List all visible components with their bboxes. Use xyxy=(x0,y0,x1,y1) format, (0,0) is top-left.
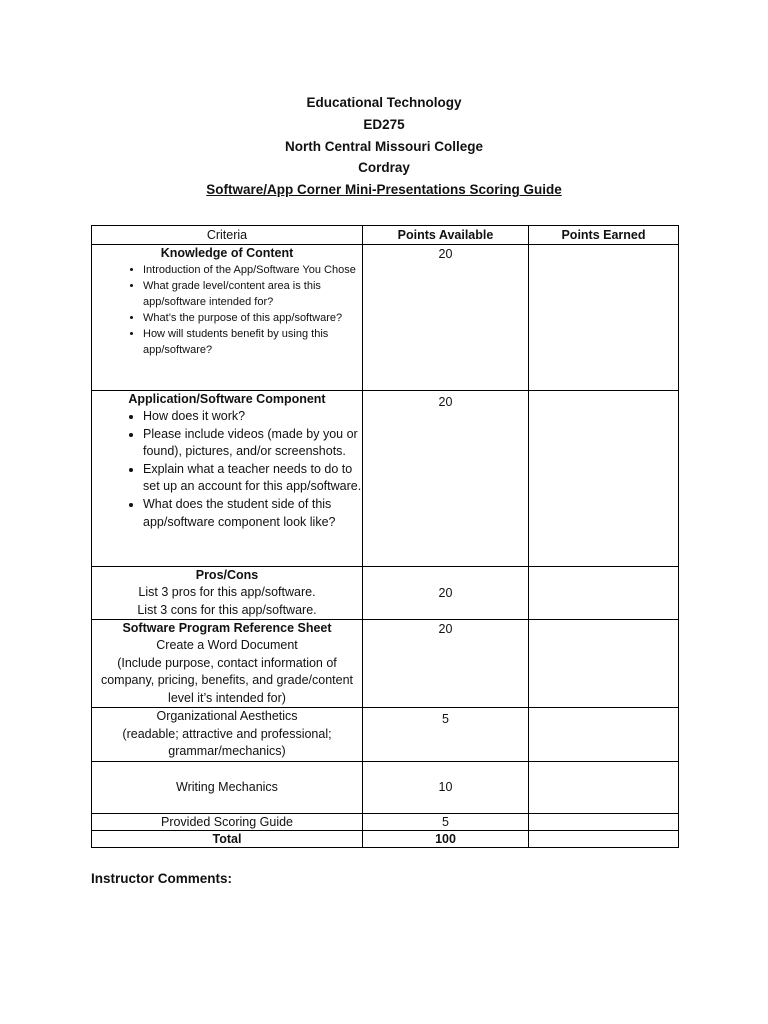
points-earned-cell[interactable] xyxy=(529,245,679,391)
guide-title: Software/App Corner Mini-Presentations Scoring Guide xyxy=(206,182,562,198)
points-earned-cell[interactable] xyxy=(529,391,679,567)
criteria-cell: Writing Mechanics xyxy=(92,761,363,813)
list-item: • How will students benefit by using this app/software? xyxy=(143,326,362,358)
criteria-cell xyxy=(92,708,363,762)
college-name: North Central Missouri College xyxy=(284,138,484,154)
points-available-cell: 20 xyxy=(363,567,529,620)
criteria-cell xyxy=(92,620,363,708)
criteria-cell xyxy=(92,391,363,567)
column-header-points-earned: Points Earned xyxy=(529,226,679,245)
column-header-points-available: Points Available xyxy=(363,226,529,245)
criteria-line: (Include purpose, contact information of company, pricing, benefits, and grade/content level it’s intended for) xyxy=(100,655,353,705)
points-available-cell: 10 xyxy=(363,761,529,813)
instructor-comments-label: Instructor Comments: xyxy=(91,871,233,886)
criteria-line: List 3 cons for this app/software. xyxy=(137,602,317,617)
criteria-bullet-list xyxy=(92,408,362,531)
list-item: • What does the student side of this app/software component look like? xyxy=(143,496,362,531)
points-earned-cell[interactable] xyxy=(529,567,679,620)
table-row xyxy=(92,761,679,813)
table-row xyxy=(92,391,679,567)
total-row xyxy=(92,830,679,847)
criteria-heading: Software Program Reference Sheet xyxy=(122,621,332,635)
total-points: 100 xyxy=(363,830,529,847)
criteria-cell: Provided Scoring Guide xyxy=(92,813,363,830)
criteria-line: Create a Word Document xyxy=(156,638,298,652)
criteria-line: (readable; attractive and professional; grammar/mechanics) xyxy=(122,726,332,758)
instructor-name: Cordray xyxy=(358,160,410,176)
criteria-cell xyxy=(92,245,363,391)
list-item: • How does it work? xyxy=(143,408,362,426)
points-earned-cell[interactable] xyxy=(529,761,679,813)
scoring-rubric-table xyxy=(91,225,679,848)
points-earned-cell[interactable] xyxy=(529,620,679,708)
table-row xyxy=(92,813,679,830)
points-available-cell: 5 xyxy=(363,813,529,830)
criteria-line: Organizational Aesthetics xyxy=(156,709,298,723)
list-item: • Please include videos (made by you or found), pictures, and/or screenshots. xyxy=(143,426,362,461)
list-item: • Introduction of the App/Software You Chose xyxy=(143,262,362,278)
points-available-cell: 20 xyxy=(363,391,529,567)
column-header-criteria: Criteria xyxy=(92,226,363,245)
table-header-row xyxy=(92,226,679,245)
list-item: • What’s the purpose of this app/software? xyxy=(143,310,362,326)
criteria-heading: Application/Software Component xyxy=(128,392,326,406)
criteria-heading: Pros/Cons xyxy=(195,568,259,582)
total-label: Total xyxy=(92,830,363,847)
document-header xyxy=(0,92,768,201)
table-row xyxy=(92,708,679,762)
course-name: Educational Technology xyxy=(306,95,462,110)
criteria-heading: Knowledge of Content xyxy=(160,246,294,260)
list-item: • Explain what a teacher needs to do to set up an account for this app/software. xyxy=(143,461,362,496)
list-item: • What grade level/content area is this app/software intended for? xyxy=(143,278,362,310)
criteria-bullet-list xyxy=(92,262,362,358)
points-available-cell: 20 xyxy=(363,245,529,391)
total-earned-cell[interactable] xyxy=(529,830,679,847)
criteria-cell xyxy=(92,567,363,620)
table-row xyxy=(92,567,679,620)
course-code: ED275 xyxy=(363,116,405,132)
points-available-cell: 20 xyxy=(363,620,529,708)
criteria-line: List 3 pros for this app/software. xyxy=(138,585,316,599)
table-row xyxy=(92,620,679,708)
table-row xyxy=(92,245,679,391)
points-earned-cell[interactable] xyxy=(529,813,679,830)
points-available-cell: 5 xyxy=(363,708,529,762)
points-earned-cell[interactable] xyxy=(529,708,679,762)
